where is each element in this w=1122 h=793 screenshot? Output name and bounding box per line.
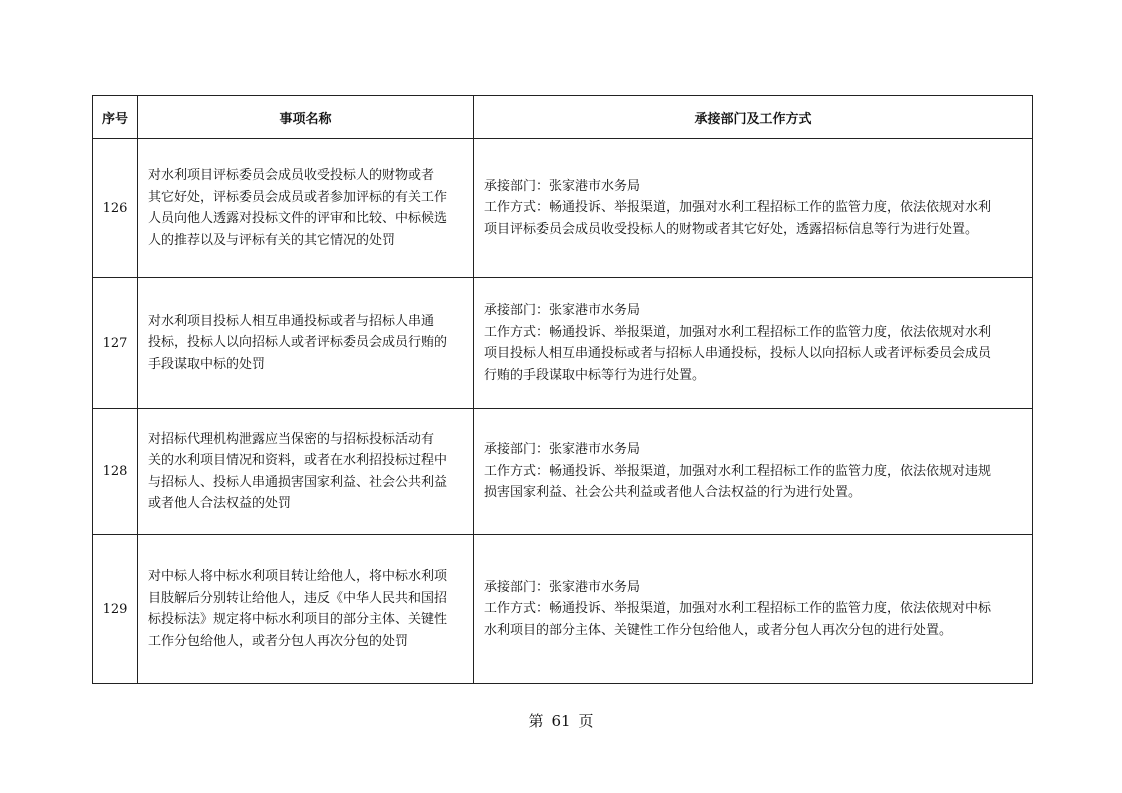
page-value: 61 [551, 712, 571, 730]
item-name-line: 工作分包给他人，或者分包人再次分包的处罚 [148, 633, 409, 649]
row-serial: 128 [93, 409, 138, 535]
department-line: 行贿的手段谋取中标等行为进行处置。 [484, 367, 706, 383]
department-line: 项目投标人相互串通投标或者与招标人串通投标，投标人以向招标人或者评标委员会成员 [484, 346, 992, 361]
row-department [474, 409, 1033, 535]
page-number [0, 710, 1122, 731]
item-name-line: 人的推荐以及与评标有关的其它情况的处罚 [148, 232, 396, 248]
table-row [93, 535, 1033, 684]
item-name-line: 对中标人将中标水利项目转让给他人，将中标水利项 [148, 569, 448, 584]
department-line: 工作方式：畅通投诉、举报渠道，加强对水利工程招标工作的监管力度，依法依规对违规 [484, 463, 992, 479]
department-line: 工作方式：畅通投诉、举报渠道，加强对水利工程招标工作的监管力度，依法依规对水利 [484, 324, 992, 340]
row-item-name [138, 139, 474, 278]
header-serial: 序号 [93, 96, 138, 139]
item-name-line: 关的水利项目情况和资料，或者在水利招投标过程中 [148, 453, 448, 468]
table-row [93, 409, 1033, 535]
row-department [474, 139, 1033, 278]
item-name-line: 投标，投标人以向招标人或者评标委员会成员行贿的 [148, 335, 448, 351]
item-name-line: 其它好处，评标委员会成员或者参加评标的有关工作 [148, 189, 448, 205]
row-serial: 129 [93, 535, 138, 684]
department-line: 承接部门：张家港市水务局 [484, 442, 641, 458]
item-name-line: 目肢解后分别转让给他人，违反《中华人民共和国招 [148, 590, 448, 606]
department-line: 项目评标委员会成员收受投标人的财物或者其它好处，透露招标信息等行为进行处置。 [484, 221, 979, 237]
item-name-line: 或者他人合法权益的处罚 [148, 496, 292, 511]
row-serial: 126 [93, 139, 138, 278]
header-department: 承接部门及工作方式 [474, 96, 1033, 139]
department-line: 水利项目的部分主体、关键性工作分包给他人，或者分包人再次分包的进行处置。 [484, 622, 953, 638]
item-name-line: 对水利项目投标人相互串通投标或者与招标人串通 [148, 313, 435, 329]
page-prefix: 第 [528, 712, 544, 730]
page-suffix: 页 [578, 712, 594, 730]
row-item-name [138, 409, 474, 535]
items-table [92, 95, 1033, 684]
department-line: 承接部门：张家港市水务局 [484, 579, 641, 595]
row-serial: 127 [93, 278, 138, 409]
item-name-line: 手段谋取中标的处罚 [148, 356, 266, 372]
item-name-line: 对水利项目评标委员会成员收受投标人的财物或者 [148, 168, 435, 183]
header-row [93, 96, 1033, 139]
department-line: 工作方式：畅通投诉、举报渠道，加强对水利工程招标工作的监管力度，依法依规对中标 [484, 601, 992, 617]
department-line: 损害国家利益、社会公共利益或者他人合法权益的行为进行处置。 [484, 485, 862, 501]
department-line: 工作方式：畅通投诉、举报渠道，加强对水利工程招标工作的监管力度，依法依规对水利 [484, 200, 992, 216]
row-department [474, 535, 1033, 684]
row-item-name [138, 535, 474, 684]
item-name-line: 对招标代理机构泄露应当保密的与招标投标活动有 [148, 431, 435, 447]
item-name-line: 标投标法》规定将中标水利项目的部分主体、关键性 [148, 612, 448, 627]
department-line: 承接部门：张家港市水务局 [484, 303, 641, 318]
item-name-line: 与招标人、投标人串通损害国家利益、社会公共利益 [148, 474, 448, 490]
table-row [93, 278, 1033, 409]
item-name-line: 人员向他人透露对投标文件的评审和比较、中标候选 [148, 211, 448, 226]
department-line: 承接部门：张家港市水务局 [484, 178, 641, 194]
row-item-name [138, 278, 474, 409]
row-department [474, 278, 1033, 409]
table-row [93, 139, 1033, 278]
header-item-name: 事项名称 [138, 96, 474, 139]
